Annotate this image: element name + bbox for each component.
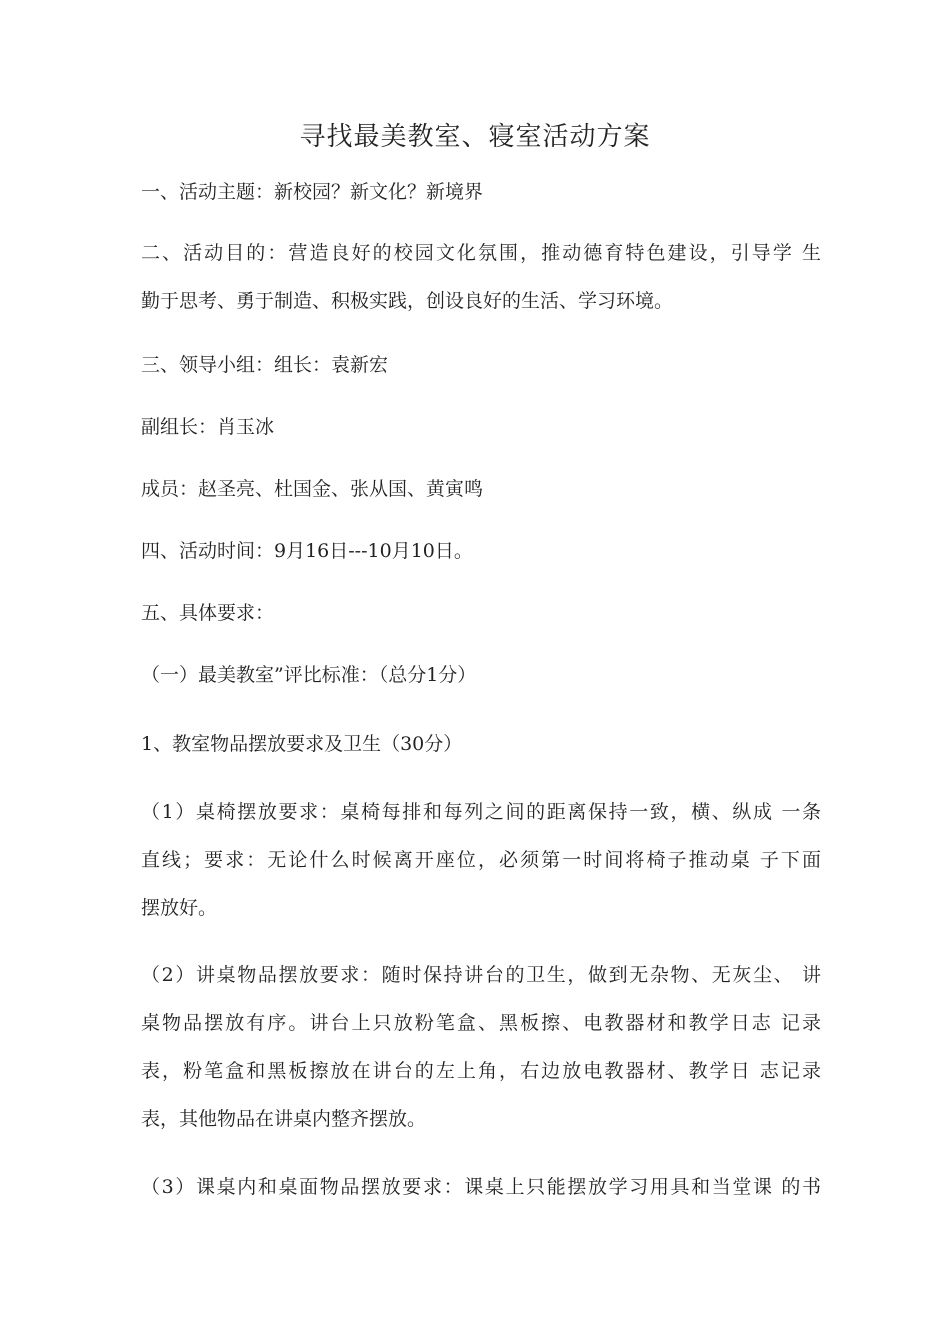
text-line: 表，其他物品在讲桌内整齐摆放。 [141, 1108, 427, 1130]
text-line: （一）最美教室”评比标准：（总分1分） [141, 664, 477, 686]
paragraph-leader-group [141, 341, 821, 389]
text-line: （2）讲桌物品摆放要求：随时保持讲台的卫生，做到无杂物、无灰尘、 讲 [141, 964, 821, 986]
text-line: 一、活动主题：新校园？新文化？新境界 [141, 181, 484, 203]
paragraph-members [141, 465, 821, 513]
text-line: （1）桌椅摆放要求：桌椅每排和每列之间的距离保持一致，横、纵成 一条 [141, 801, 821, 823]
paragraph-activity-time [141, 527, 821, 575]
text-line: 桌物品摆放有序。讲台上只放粉笔盒、黑板擦、电教器材和教学日志 记录 [141, 1012, 821, 1034]
paragraph-requirements-heading [141, 589, 821, 637]
text-line: 表，粉笔盒和黑板擦放在讲台的左上角，右边放电教器材、教学日 志记录 [141, 1060, 821, 1082]
paragraph-lectern [141, 951, 821, 1143]
text-line: 三、领导小组：组长：袁新宏 [141, 354, 389, 376]
paragraph-purpose [141, 229, 821, 325]
text-line: 二、活动目的：营造良好的校园文化氛围，推动德育特色建设，引导学 生 [141, 242, 821, 264]
text-line: （3）课桌内和桌面物品摆放要求：课桌上只能摆放学习用具和当堂课 的书 [141, 1176, 821, 1198]
paragraph-deputy-leader [141, 403, 821, 451]
paragraph-theme [141, 168, 821, 216]
paragraph-classroom-criteria [141, 651, 821, 699]
text-line: 副组长：肖玉冰 [141, 416, 275, 438]
text-line: 成员：赵圣亮、杜国金、张从国、黄寅鸣 [141, 478, 484, 500]
paragraph-item-placement [141, 720, 821, 768]
text-line: 摆放好。 [141, 897, 218, 919]
paragraph-desk-contents [141, 1163, 821, 1211]
text-line: 五、具体要求： [141, 602, 275, 624]
text-line: 1、教室物品摆放要求及卫生（30分） [141, 733, 463, 755]
paragraph-desk-chair [141, 788, 821, 932]
text-line: 勤于思考、勇于制造、积极实践，创设良好的生活、学习环境。 [141, 290, 674, 312]
text-line: 直线；要求：无论什么时候离开座位，必须第一时间将椅子推动桌 子下面 [141, 849, 821, 871]
document-title: 寻找最美教室、寝室活动方案 [299, 122, 651, 152]
text-line: 四、活动时间：9月16日---10月10日。 [141, 540, 473, 562]
